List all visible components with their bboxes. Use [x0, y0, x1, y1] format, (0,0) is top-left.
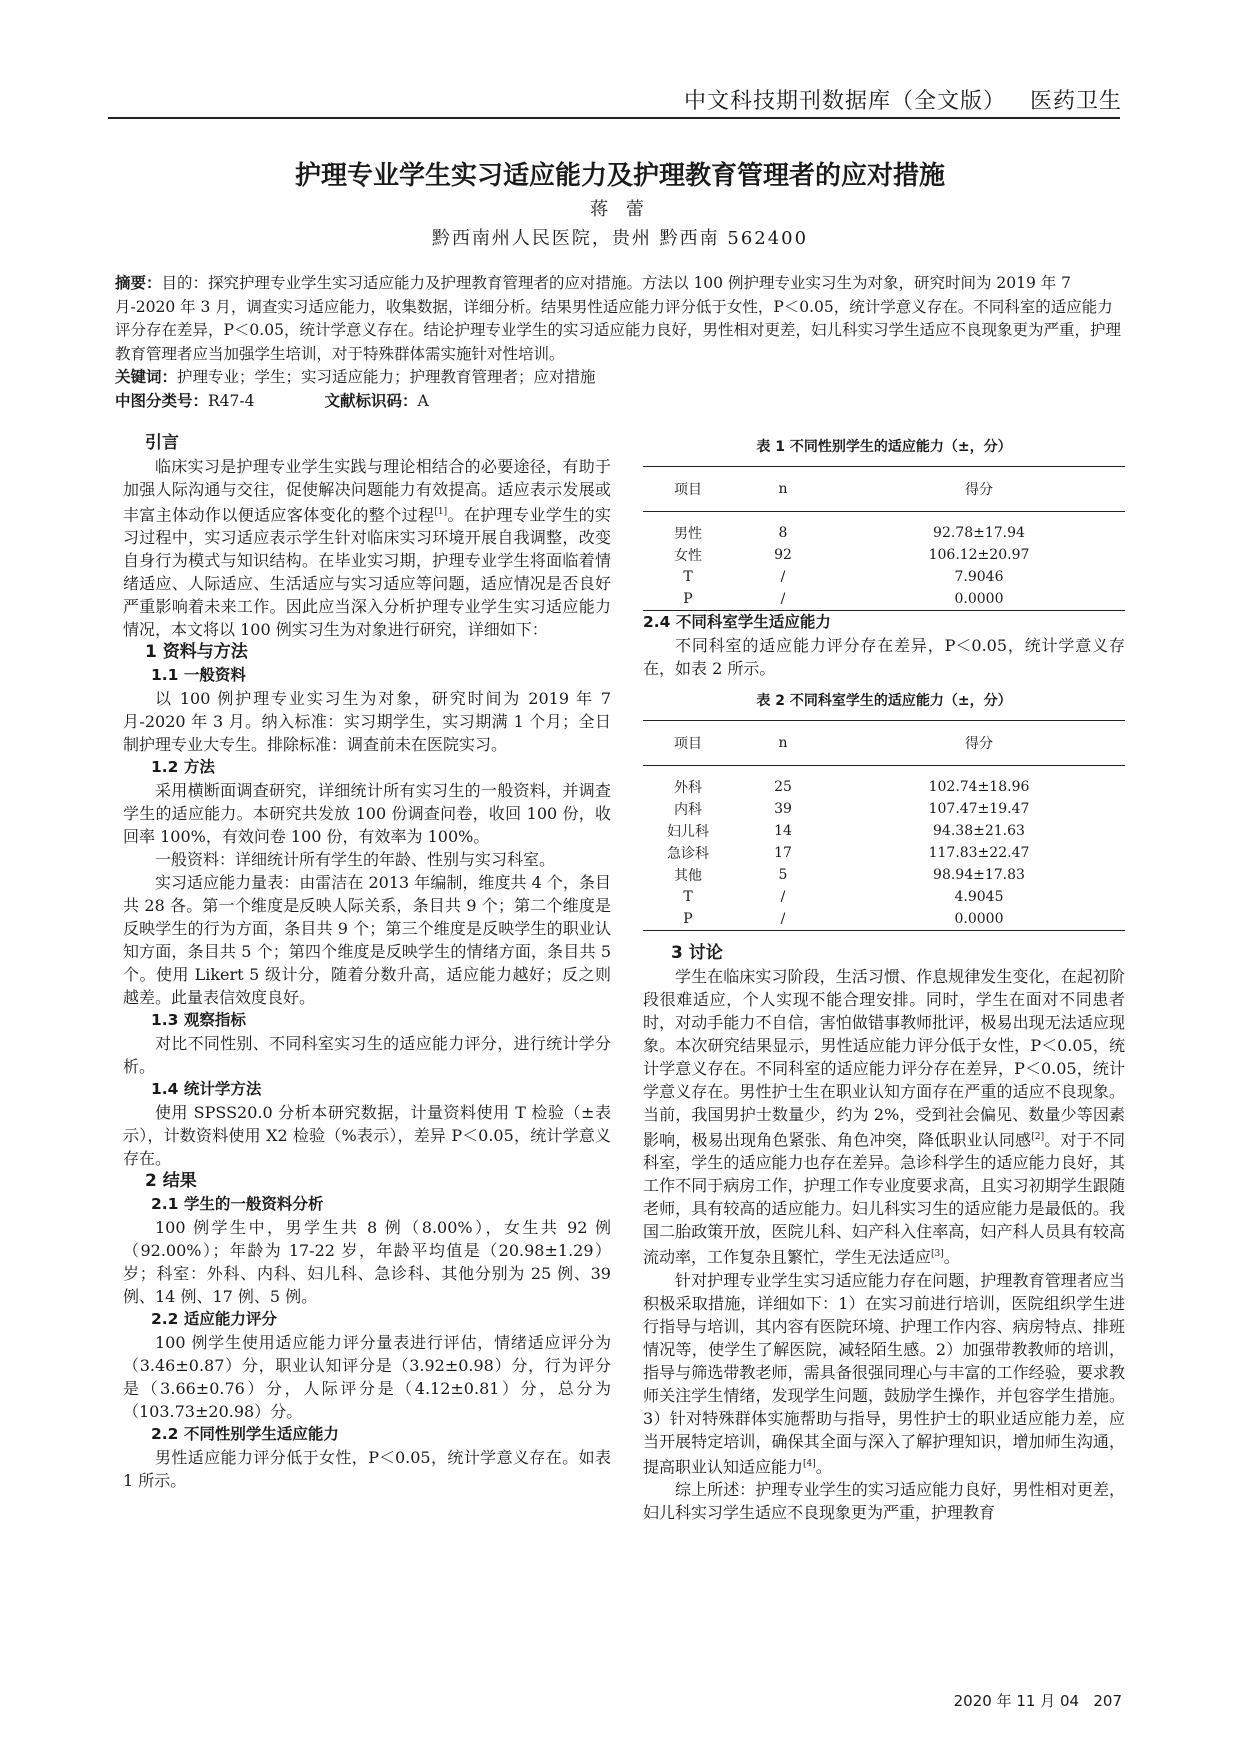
- section-1-4-text: 使用 SPSS20.0 分析本研究数据，计量资料使用 T 检验（±表示），计数资料使用 X2 检验（%表示），差异 P＜0.05，统计学意义存在。: [123, 1103, 611, 1169]
- table-cell: 0.0000: [833, 588, 1125, 611]
- issue-date: 2020 年 11 月 04: [953, 1692, 1080, 1710]
- section-2-2-heading: 2.2 适应能力评分: [151, 1310, 277, 1329]
- table-cell: /: [780, 569, 786, 585]
- table-cell: 妇儿科: [667, 824, 709, 840]
- table-cell: P: [643, 588, 733, 611]
- table-cell: 106.12±20.97: [928, 547, 1030, 563]
- page-footer: [954, 1690, 1122, 1711]
- keywords: [115, 366, 1125, 390]
- section-1-4-heading: 1.4 统计学方法: [151, 1080, 262, 1099]
- doc-value: A: [417, 391, 429, 410]
- table-2-header: 得分: [965, 736, 993, 752]
- citation-4: [4]: [803, 1458, 816, 1469]
- table-cell: 17: [774, 845, 792, 861]
- table-row: [643, 886, 1125, 908]
- table-1-header: 得分: [965, 482, 993, 498]
- table-1-header: 项目: [674, 482, 702, 498]
- abstract: [115, 272, 1125, 366]
- section-1-2-text-a: 采用横断面调查研究，详细统计所有实习生的一般资料，并调查学生的适应能力。本研究共发放 100 份调查问卷，收回 100 份，收回率 100%，有效问卷 100 份，有效率为 100%。: [123, 781, 611, 847]
- table-row: [643, 512, 1125, 545]
- section-2-1-text: 100 例学生中，男学生共 8 例（8.00%），女生共 92 例（92.00%）；年龄为 17-22 岁，年龄平均值是（20.98±1.29）岁；科室：外科、内科、妇儿科、急诊科、其他分别为 25 例、39 例、14 例、17 例、5 例。: [123, 1218, 611, 1307]
- discussion-paragraph-1: 学生在临床实习阶段，生活习惯、作息规律发生变化，在起初阶段很难适应，个人实现不能合理安排。同时，学生在面对不同患者时，对动手能力不自信，害怕做错事教师批评，极易出现无法适应现象。本次研究结果显示，男性适应能力评分低于女性，P＜0.05，统计学意义存在。不同科室的适应能力评分存在差异，P＜0.05，统计学意义存在。男性护士生在职业认知方面存在严重的适应不良现象。当前，我国男护士数量少，约为 2%，受到社会偏见、数量少等因素影响，极易出现角色紧张、角色冲突，降低职业认同感[2]。对于不同科室，学生的适应能力也存在差异。急诊科学生的适应能力良好，其工作不同于病房工作，护理工作专业度要求高，且实习初期学生跟随老师，具有较高的适应能力。妇儿科实习生的适应能力是最低的。我国二胎政策开放，医院儿科、妇产科入住率高，妇产科人员具有较高流动率，工作复杂且繁忙，学生无法适应[3]。: [643, 967, 1125, 1267]
- table-cell: 92: [774, 547, 792, 563]
- section-2-1-heading: 2.1 学生的一般资料分析: [151, 1195, 324, 1214]
- discussion-paragraph-2: 针对护理专业学生实习适应能力存在问题，护理教育管理者应当积极采取措施，详细如下：1）在实习前进行培训，医院组织学生进行指导与培训，其内容有医院环境、护理工作内容、病房特点、排班情况等，使学生了解医院，减轻陌生感。2）加强带教教师的培训，指导与筛选带教老师，需具备很强同理心与丰富的工作经验，要求教师关注学生情绪，发现学生问题，鼓励学生操作，并包容学生措施。3）针对特殊群体实施帮助与指导，男性护士的职业适应能力差，应当开展特定培训，确保其全面与深入了解护理知识，增加师生沟通，提高职业认知适应能力[4]。: [643, 1270, 1125, 1476]
- table-cell: 117.83±22.47: [928, 845, 1030, 861]
- table-cell: 外科: [674, 780, 702, 796]
- abstract-block: [115, 272, 1125, 413]
- table-cell: T: [683, 569, 693, 585]
- section-3-heading: 3 讨论: [671, 943, 723, 963]
- section-2-heading: 2 结果: [145, 1171, 197, 1192]
- table-row: [643, 798, 1125, 820]
- table-cell: 女性: [674, 548, 702, 564]
- citation-1: [1]: [434, 507, 448, 517]
- doc-label: 文献标识码：: [324, 391, 418, 410]
- table-row: [643, 908, 1125, 931]
- section-2-4-text: 不同科室的适应能力评分存在差异，P＜0.05，统计学意义存在，如表 2 所示。: [643, 636, 1125, 678]
- section-1-3-text: 对比不同性别、不同科室实习生的适应能力评分，进行统计学分析。: [123, 1034, 611, 1077]
- left-column: [123, 432, 611, 1492]
- table-cell: /: [733, 908, 833, 931]
- table-cell: 5: [778, 867, 788, 883]
- classification: [115, 390, 1125, 414]
- table-cell: 4.9045: [954, 889, 1004, 905]
- table-1-block: [643, 436, 1125, 931]
- table-cell: /: [780, 889, 786, 905]
- table-cell: 98.94±17.83: [933, 867, 1025, 883]
- table-row: [643, 820, 1125, 842]
- table-row: [643, 842, 1125, 864]
- paper-title: 护理专业学生实习适应能力及护理教育管理者的应对措施: [294, 161, 945, 191]
- journal-header: [684, 84, 1122, 115]
- table-cell: 0.0000: [833, 908, 1125, 931]
- keywords-label: 关键词：: [115, 368, 178, 386]
- section-1-1-heading: 1.1 一般资料: [151, 666, 246, 685]
- page-number: 207: [1093, 1692, 1122, 1710]
- table-row: [643, 588, 1125, 611]
- keywords-text: 护理专业；学生；实习适应能力；护理教育管理者；应对措施: [177, 368, 596, 386]
- table-2-header: n: [778, 735, 788, 751]
- clc-value: R47-4: [208, 391, 255, 410]
- table-cell: 7.9046: [954, 569, 1004, 585]
- table-1-caption: 表 1 不同性别学生的适应能力（±，分）: [756, 439, 1012, 455]
- discussion-paragraph-3: 综上所述：护理专业学生的实习适应能力良好，男性相对更差，妇儿科实习学生适应不良现象更为严重，护理教育: [643, 1479, 1125, 1522]
- table-cell: 25: [774, 779, 792, 795]
- table-cell: 107.47±19.47: [928, 801, 1030, 817]
- table-cell: 内科: [674, 802, 702, 818]
- intro-heading: 引言: [145, 433, 179, 453]
- section-2-4-heading: 2.4 不同科室学生适应能力: [643, 613, 831, 631]
- table-row: [643, 864, 1125, 886]
- table-2-caption: 表 2 不同科室学生的适应能力（±，分）: [756, 693, 1012, 709]
- section-1-2-text-b: 一般资料：详细统计所有学生的年龄、性别与实习科室。: [155, 850, 556, 870]
- section-1-2-heading: 1.2 方法: [151, 758, 215, 777]
- table-cell: 92.78±17.94: [933, 525, 1025, 541]
- section-1-3-heading: 1.3 观察指标: [151, 1011, 246, 1030]
- table-cell: 其他: [674, 868, 702, 884]
- section-2-3-text: 男性适应能力评分低于女性，P＜0.05，统计学意义存在。如表 1 所示。: [123, 1448, 611, 1491]
- section-1-2-text-c: 实习适应能力量表：由雷洁在 2013 年编制，维度共 4 个，条目共 28 各。第一个维度是反映人际关系，条目共 9 个；第二个维度是反映学生的行为方面，条目共 9 个；第三个维度是反映学生的职业认知方面，条目共 5 个；第四个维度是反映学生的情绪方面，条目共 5 个。使用 Likert 5 级计分，随着分数升高，适应能力越好；反之则越差。此量表信效度良好。: [123, 873, 611, 1008]
- abstract-label: 摘要：: [115, 274, 162, 292]
- section-1-heading: 1 资料与方法: [145, 642, 248, 663]
- table-row: [643, 566, 1125, 588]
- citation-3: [3]: [931, 1249, 944, 1260]
- table-cell: P: [643, 908, 733, 931]
- affiliation: 黔西南州人民医院，贵州 黔西南 562400: [431, 228, 809, 249]
- table-cell: 14: [774, 823, 792, 839]
- section-2-4: [643, 611, 1125, 680]
- table-1-header: n: [778, 481, 788, 497]
- section-2-2-text: 100 例学生使用适应能力评分量表进行评估，情绪适应评分为（3.46±0.87）分，职业认知评分是（3.92±0.98）分，行为评分是（3.66±0.76）分，人际评分是（4.12±0.81）分，总分为（103.73±20.98）分。: [123, 1333, 611, 1422]
- section-2-3-heading: 2.2 不同性别学生适应能力: [151, 1425, 339, 1444]
- table-2: [643, 720, 1125, 931]
- table-2-header: 项目: [674, 736, 702, 752]
- table-row: [643, 544, 1125, 566]
- abstract-text: 目的：探究护理专业学生实习适应能力及护理教育管理者的应对措施。方法以 100 例护理专业实习生为对象，研究时间为 2019 年 7 月-2020 年 3 月，调查实习适应能力，收集数据，详细分析。结果男性适应能力评分低于女性，P＜0.05，统计学意义存在。不同科室的适应能力评分存在差异，P＜0.05，统计学意义存在。结论护理专业学生的实习适应能力良好，男性相对更差，妇儿科实习学生适应不良现象更为严重，护理教育管理者应当加强学生培训，对于特殊群体需实施针对性培训。: [115, 274, 1121, 363]
- clc-label: 中图分类号：: [115, 391, 209, 410]
- table-row: [643, 766, 1125, 799]
- table-cell: 男性: [674, 526, 702, 542]
- intro-paragraph: 临床实习是护理专业学生实践与理论相结合的必要途径，有助于加强人际沟通与交往，促使解决问题能力有效提高。适应表示发展或丰富主体动作以便适应客体变化的整个过程[1]。在护理专业学生的实习过程中，实习适应表示学生针对临床实习环境开展自我调整，改变自身行为模式与知识结构。在毕业实习期，护理专业学生将面临着情绪适应、人际适应、生活适应与实习适应等问题，适应情况是否良好严重影响着未来工作。因此应当深入分析护理专业学生实习适应能力情况，本文将以 100 例实习生为对象进行研究，详细如下：: [123, 457, 611, 640]
- table-1: [643, 466, 1125, 611]
- section-1-1-text: 以 100 例护理专业实习生为对象，研究时间为 2019 年 7 月-2020 年 3 月。纳入标准：实习期学生，实习期满 1 个月；全日制护理专业大专生。排除标准：调查前未在医院实习。: [123, 689, 611, 755]
- table-cell: 急诊科: [667, 846, 709, 862]
- table-cell: 94.38±21.63: [933, 823, 1025, 839]
- right-column: [643, 942, 1125, 1524]
- author: 蒋 蕾: [590, 199, 650, 220]
- table-cell: T: [683, 889, 693, 905]
- table-cell: 39: [774, 801, 792, 817]
- table-cell: 8: [778, 525, 788, 541]
- journal-section: 医药卫生: [1029, 89, 1122, 114]
- table-cell: /: [733, 588, 833, 611]
- table-cell: 102.74±18.96: [928, 779, 1030, 795]
- header-rule: [108, 117, 1120, 119]
- citation-2: [2]: [1031, 1132, 1045, 1142]
- journal-name: 中文科技期刊数据库（全文版）: [683, 89, 1006, 114]
